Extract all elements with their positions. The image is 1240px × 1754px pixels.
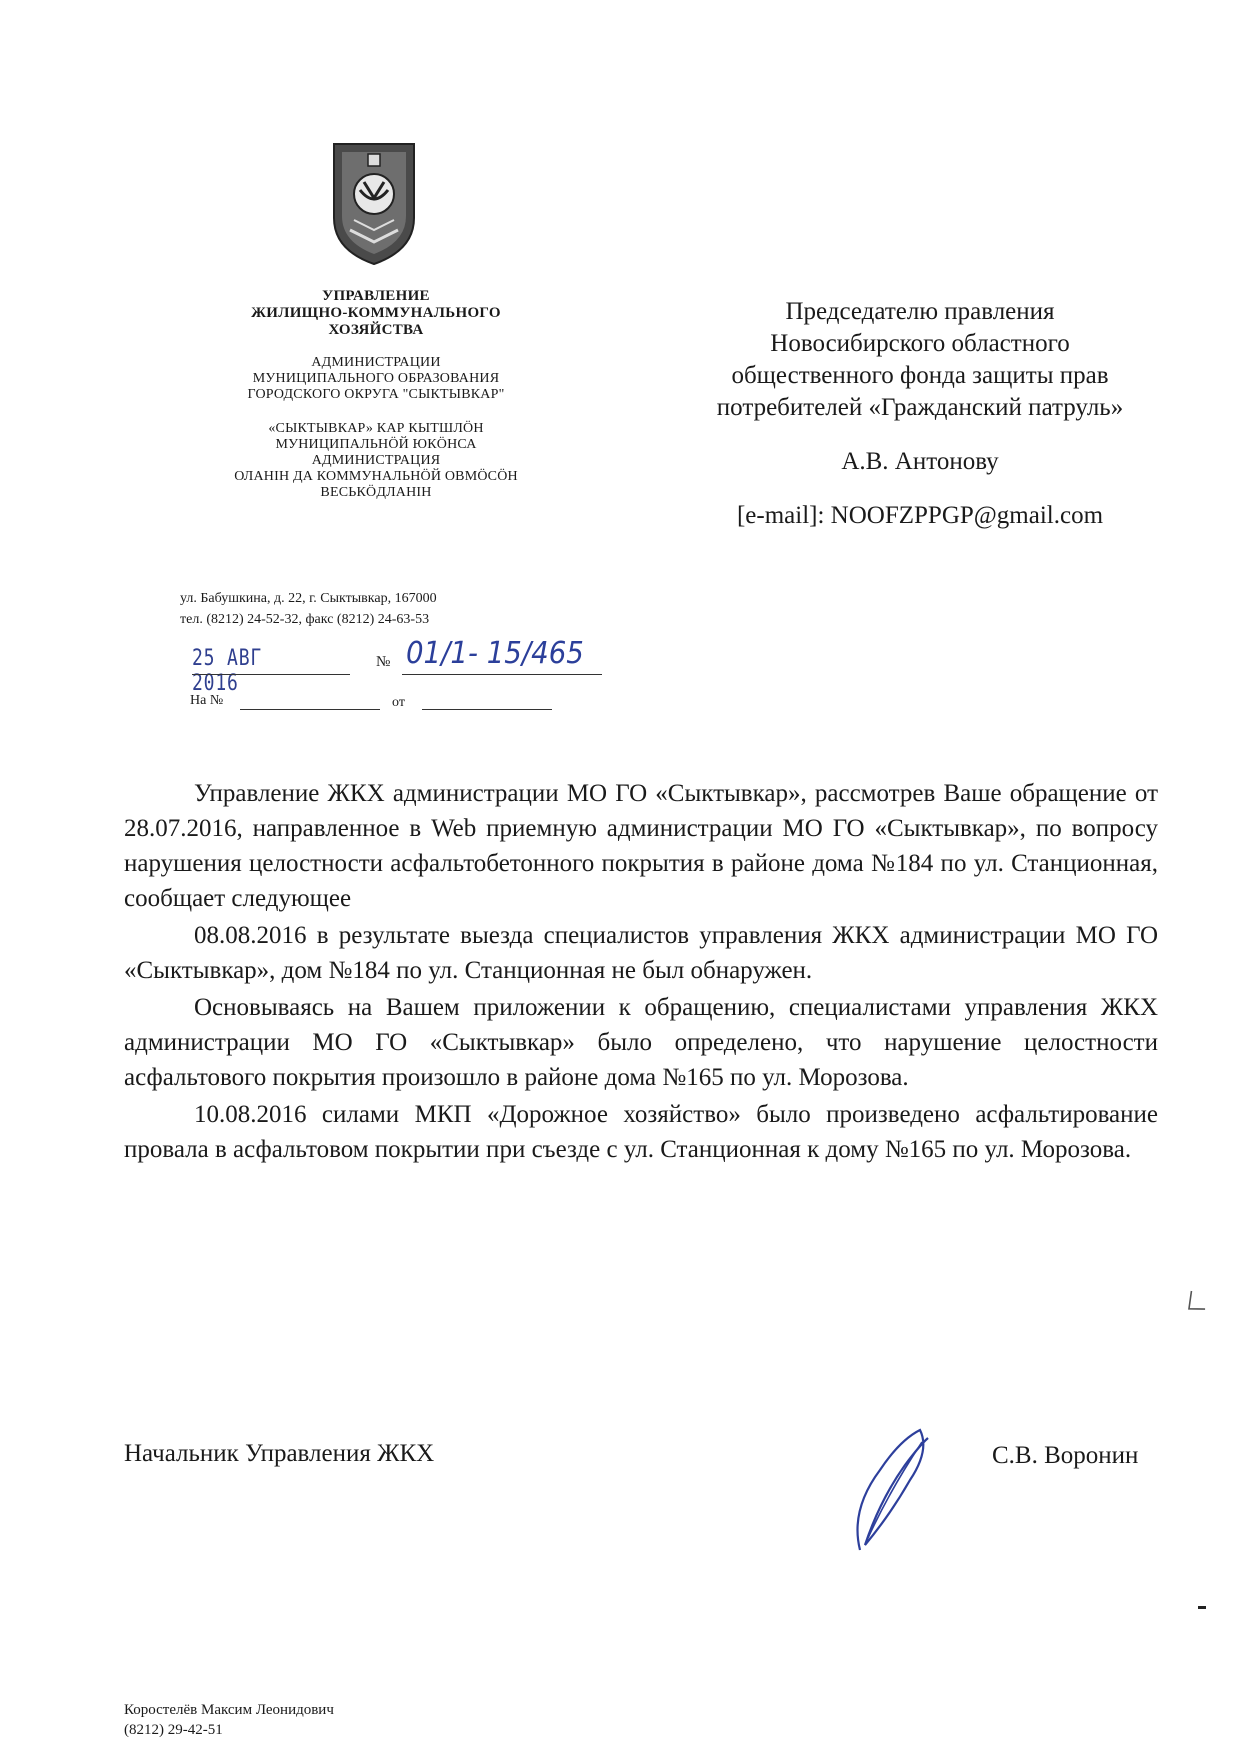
reference-date-blank	[422, 709, 552, 710]
reference-number-blank	[240, 709, 380, 710]
city-coat-of-arms	[330, 138, 418, 268]
registration-number: 01/1- 15/465	[406, 636, 584, 671]
reference-line	[190, 693, 610, 717]
letterhead	[160, 288, 592, 501]
org-contacts	[180, 588, 600, 630]
signatory-name: С.В. Воронин	[992, 1442, 1139, 1469]
org-name-komi: «СЫКТЫВКАР» КАР КЫТШЛÖН МУНИЦИПАЛЬНÖЙ ЮКÖНСА АДМИНИСТРАЦИЯ ОЛАНІН ДА КОММУНАЛЬНÖЙ ОВМÖСÖН ВЕСЬКÖДЛАНІН	[234, 421, 518, 500]
addressee-name: А.В. Антонову	[841, 448, 999, 475]
executor-name: Коростелёв Максим Леонидович	[124, 1702, 334, 1718]
addressee-title: Председателю правления Новосибирского областного общественного фонда защиты прав потребителей «Гражданский патруль»	[716, 298, 1124, 421]
executor-info	[124, 1700, 334, 1740]
registration-date-stamp: 25 АВГ 2016	[192, 646, 263, 696]
org-name: УПРАВЛЕНИЕ ЖИЛИЩНО-КОММУНАЛЬНОГО ХОЗЯЙСТВА	[251, 288, 501, 338]
addressee-email: [e-mail]: NOOFZPPGP@gmail.com	[736, 502, 1104, 529]
body-paragraph: 10.08.2016 силами МКП «Дорожное хозяйство» было произведено асфальтирование провала в асфальтовом покрытии при съезде с ул. Станционная к дому №165 по ул. Морозова.	[124, 1101, 1158, 1163]
number-underline	[402, 674, 602, 675]
handwritten-signature	[820, 1420, 950, 1560]
body-paragraph: Управление ЖКХ администрации МО ГО «Сыктывкар», рассмотрев Ваше обращение от 28.07.2016, направленное в Web приемную администрации МО ГО «Сыктывкар», по вопросу нарушения целостности асфальтобетонного покрытия в районе дома №184 по ул. Станционная, сообщает следующее	[124, 780, 1158, 912]
body-paragraph: 08.08.2016 в результате выезда специалистов управления ЖКХ администрации МО ГО «Сыктывкар», дом №184 по ул. Станционная не был обнаружен.	[124, 922, 1158, 984]
org-phone: тел. (8212) 24-52-32, факс (8212) 24-63-53	[180, 612, 430, 627]
number-label: №	[376, 654, 391, 670]
reference-number-label: На №	[190, 693, 224, 708]
executor-phone: (8212) 29-42-51	[124, 1722, 223, 1738]
registration-line	[180, 636, 600, 696]
signatory-position: Начальник Управления ЖКХ	[124, 1440, 435, 1467]
reference-from-label: от	[392, 695, 405, 710]
check-mark-icon	[1184, 1288, 1211, 1315]
date-underline	[192, 674, 350, 675]
body-paragraph: Основываясь на Вашем приложении к обращению, специалистами управления ЖКХ администрации МО ГО «Сыктывкар» было определено, что нарушение целостности асфальтового покрытия произошло в районе дома №165 по ул. Морозова.	[124, 994, 1158, 1091]
addressee-block	[640, 296, 1200, 532]
org-admin: АДМИНИСТРАЦИИ МУНИЦИПАЛЬНОГО ОБРАЗОВАНИЯ ГОРОДСКОГО ОКРУГА "СЫКТЫВКАР"	[247, 355, 505, 402]
scan-mark	[1198, 1606, 1206, 1609]
org-address: ул. Бабушкина, д. 22, г. Сыктывкар, 167000	[180, 591, 437, 606]
letter-body	[124, 776, 1158, 1169]
